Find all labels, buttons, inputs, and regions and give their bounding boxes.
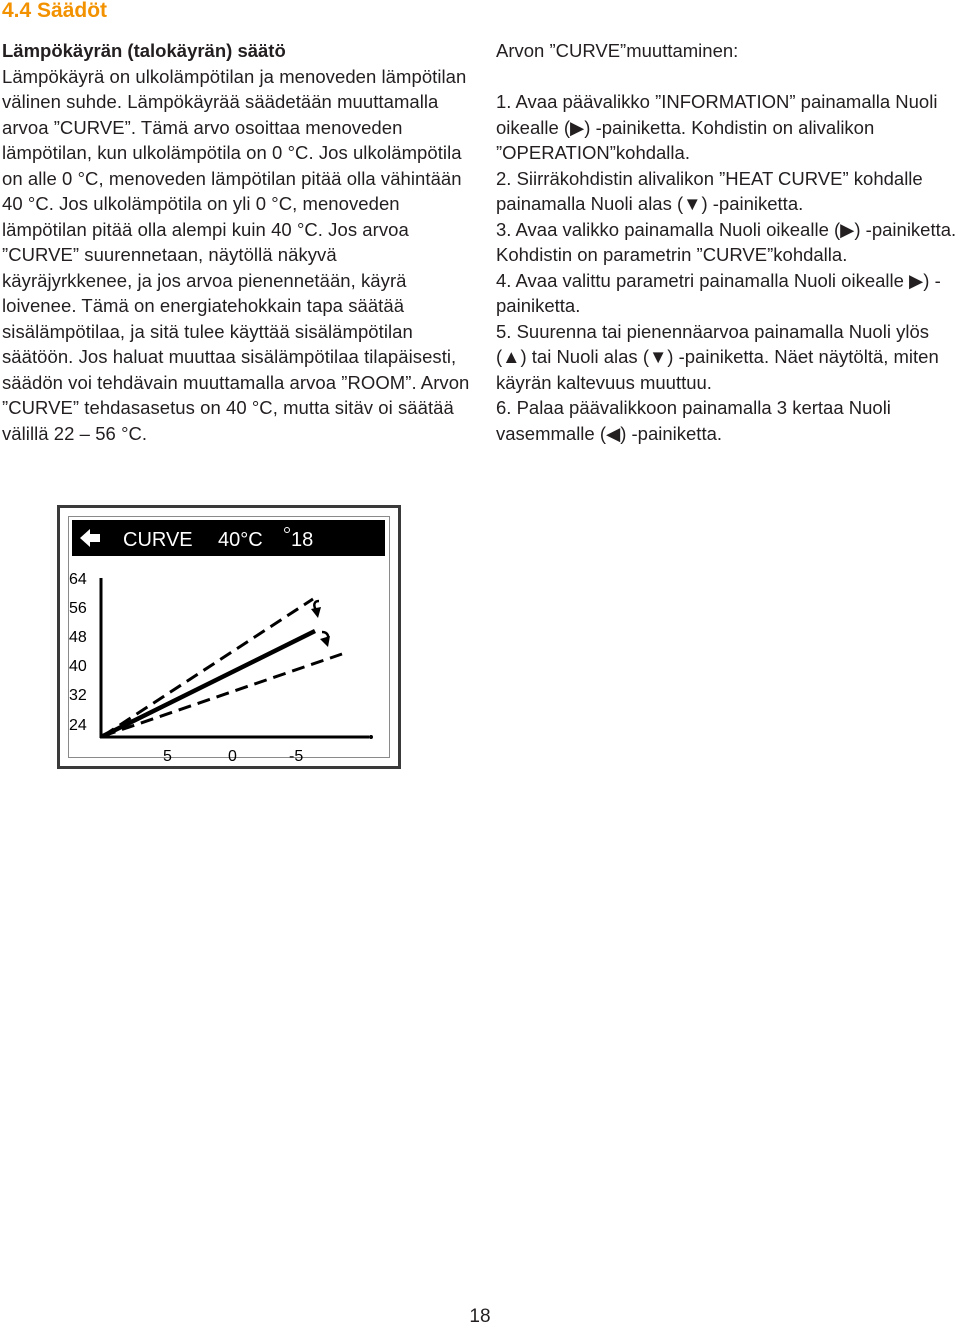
display-graphic	[60, 508, 398, 766]
y-tick-label: 56	[69, 600, 87, 617]
steps-heading: Arvon ”CURVE”muuttaminen:	[496, 40, 739, 61]
step-2: 2. Siirräkohdistin alivalikon ”HEAT CURVE” kohdalle painamalla Nuoli alas (▼) -painiketta.	[496, 167, 923, 214]
x-axis-end-dot	[369, 735, 373, 739]
display-header-label: CURVE	[123, 529, 193, 551]
controller-display	[57, 505, 401, 769]
display-header-value: 40°C	[218, 529, 263, 551]
page-number: 18	[469, 1306, 491, 1327]
right-column	[496, 38, 960, 446]
y-tick-label: 32	[69, 687, 87, 704]
display-header-room: 18	[291, 529, 314, 551]
y-tick-label: 24	[69, 717, 87, 734]
body-text: Lämpökäyrä on ulkolämpötilan ja menoveden lämpötilan välinen suhde. Lämpökäyrää säädetään muuttamalla arvoa ”CURVE”. Tämä arvo osoittaa menoveden lämpötilan, kun ulkolämpötila on 0 °C. Jos ulkolämpötila on alle 0 °C, menoveden lämpötilan pitää olla vähintään 40 °C. Jos ulkolämpötila on yli 0 °C, menoveden lämpötilan pitää olla alempi kuin 40 °C. Jos arvoa ”CURVE” suurennetaan, näytöllä näkyvä käyräjyrkkenee, ja jos arvoa pienennetään, käyrä loivenee. Tämä on energiatehokkain tapa säätää sisälämpötilaa, ja sitä tulee käyttää sisälämpötilan säätöön. Jos haluat muuttaa sisälämpötilaa tilapäisesti, säädön voi tehdävain muuttamalla arvoa ”ROOM”. Arvon ”CURVE” tehdasasetus on 40 °C, mutta sitäv oi säätää välillä 22 – 56 °C.	[2, 65, 470, 444]
y-tick-label: 64	[69, 571, 87, 588]
curve-main	[103, 631, 315, 736]
y-tick-label: 40	[69, 658, 87, 675]
left-column	[2, 38, 472, 446]
curve-down-arrow-icon	[320, 632, 330, 647]
curve-upper-dashed	[103, 599, 313, 736]
section-title: 4.4 Säädöt	[2, 0, 108, 22]
step-6: 6. Palaa päävalikkoon painamalla 3 kertaa Nuoli vasemmalle (◀) -painiketta.	[496, 397, 891, 444]
step-4: 4. Avaa valittu parametri painamalla Nuoli oikealle ▶) -painiketta.	[496, 269, 941, 316]
y-tick-label: 48	[69, 629, 87, 646]
step-1: 1. Avaa päävalikko ”INFORMATION” painamalla Nuoli oikealle (▶) -painiketta. Kohdistin on alivalikon ”OPERATION”kohdalla.	[496, 91, 938, 163]
x-tick-label: 5	[163, 748, 172, 765]
subtitle: Lämpökäyrän (talokäyrän) säätö	[2, 40, 286, 61]
curve-up-arrow-icon	[311, 601, 321, 618]
x-tick-label: -5	[289, 748, 304, 765]
step-3: 3. Avaa valikko painamalla Nuoli oikealle (▶) -painiketta. Kohdistin on parametrin ”CURVE”kohdalla.	[496, 218, 957, 265]
curve-lower-dashed	[103, 654, 342, 736]
x-tick-label: 0	[228, 748, 237, 765]
step-5: 5. Suurenna tai pienennäarvoa painamalla Nuoli ylös (▲) tai Nuoli alas (▼) -painiketta. Näet näytöltä, miten käyrän kaltevuus muuttuu.	[496, 320, 939, 393]
